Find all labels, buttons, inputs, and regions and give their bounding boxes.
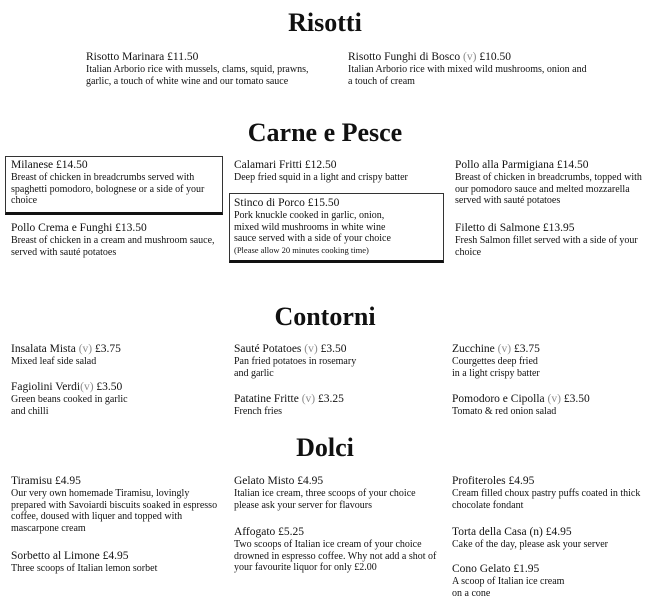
menu-item-profiteroles — [452, 474, 640, 511]
item-desc: choice — [455, 246, 482, 258]
item-desc: Mixed leaf side salad — [11, 356, 97, 367]
item-name: Pomodoro e Cipolla (v) £3.50 — [452, 393, 590, 405]
item-name: Gelato Misto £4.95 — [234, 475, 324, 487]
menu-item-affogato — [234, 525, 436, 574]
item-desc: mascarpone cream — [11, 522, 86, 534]
menu-item-risotto-funghi — [348, 50, 587, 87]
menu-item-patatine-fritte — [234, 392, 344, 418]
item-name: Pollo alla Parmigiana £14.50 — [455, 159, 589, 171]
item-desc: garlic, a touch of white wine and our tomato sauce — [86, 75, 289, 87]
item-desc: our pomodoro sauce and melted mozzarella — [455, 183, 630, 195]
vegetarian-mark: (v) — [304, 343, 318, 355]
item-desc: Pan fried potatoes in rosemary — [234, 356, 357, 367]
vegetarian-mark: (v) — [78, 343, 93, 355]
menu-item-gelato-misto — [234, 474, 416, 511]
item-name: Risotto Marinara £11.50 — [86, 51, 199, 63]
item-name: Tiramisu £4.95 — [11, 475, 81, 487]
item-desc: coffee, doused with liquer and topped with — [11, 511, 183, 522]
item-desc: mixed wild mushrooms in white wine — [234, 221, 386, 233]
vegetarian-mark: (v) — [463, 51, 477, 63]
item-desc: A scoop of Italian ice cream — [452, 576, 565, 587]
item-name: Profiteroles £4.95 — [452, 475, 535, 487]
vegetarian-mark: (v) — [497, 343, 512, 355]
item-desc: drowned in espresso coffee. Why not add a shot of — [234, 550, 437, 562]
item-desc: Courgettes deep fried — [452, 356, 538, 367]
item-desc: Italian Arborio rice with mixed wild mushrooms, onion and — [348, 64, 587, 75]
item-desc: Our very own homemade Tiramisu, lovingly — [11, 488, 190, 499]
item-name: Torta della Casa (n) £4.95 — [452, 526, 572, 538]
item-name: Fagiolini Verdi(v) £3.50 — [11, 381, 123, 393]
item-desc: Deep fried squid in a light and crispy batter — [234, 172, 408, 183]
section-heading-dolci: Dolci — [296, 433, 354, 462]
item-desc: Cream filled choux pastry puffs coated in thick — [452, 488, 641, 499]
menu-item-torta-casa — [452, 525, 608, 551]
item-desc: please ask your server for flavours — [234, 499, 373, 511]
item-desc: Breast of chicken in breadcrumbs served with — [11, 172, 195, 183]
item-desc: your favourite liquor for only £2.00 — [234, 562, 377, 573]
item-name: Stinco di Porco £15.50 — [234, 197, 340, 209]
menu-item-filetto-salmone — [455, 221, 638, 258]
menu-item-pomodoro-cipolla — [452, 392, 590, 418]
item-name: Sorbetto al Limone £4.95 — [11, 550, 129, 562]
vegetarian-mark: (v) — [80, 381, 94, 393]
menu-item-milanese — [11, 158, 204, 207]
item-name: Risotto Funghi di Bosco (v) £10.50 — [348, 51, 511, 63]
vegetarian-mark: (v) — [547, 393, 561, 405]
menu-item-tiramisu — [11, 474, 217, 534]
section-heading-contorni: Contorni — [274, 302, 376, 331]
menu-item-pollo-crema — [11, 221, 215, 258]
menu-item-cono-gelato — [452, 562, 564, 599]
item-desc: Italian ice cream, three scoops of your choice — [234, 488, 416, 499]
item-desc: and chilli — [11, 405, 49, 417]
section-heading-risotti: Risotti — [288, 8, 362, 37]
item-name: Calamari Fritti £12.50 — [234, 159, 337, 171]
item-desc: served with sauté potatoes — [455, 195, 561, 206]
item-name: Cono Gelato £1.95 — [452, 563, 540, 575]
item-note: (Please allow 20 minutes cooking time) — [234, 244, 369, 255]
item-name: Insalata Mista (v) £3.75 — [11, 343, 121, 355]
item-desc: Breast of chicken in a cream and mushroom sauce, — [11, 235, 215, 246]
menu-item-calamari — [234, 158, 408, 184]
item-desc: Cake of the day, please ask your server — [452, 539, 608, 550]
item-desc: Fresh Salmon fillet served with a side of your — [455, 235, 638, 246]
item-desc: in a light crispy batter — [452, 367, 540, 379]
item-desc: and garlic — [234, 367, 274, 379]
section-heading-carne-e-pesce: Carne e Pesce — [247, 118, 403, 147]
menu-item-insalata-mista — [11, 342, 121, 368]
menu-item-risotto-marinara — [86, 50, 308, 87]
item-desc: prepared with Savoiardi biscuits soaked in espresso — [11, 499, 218, 511]
item-desc: Tomato & red onion salad — [452, 406, 557, 417]
item-desc: on a cone — [452, 587, 491, 599]
menu-item-fagiolini-verdi — [11, 380, 128, 417]
menu-item-sorbetto — [11, 549, 157, 575]
menu-item-zucchine — [452, 342, 540, 379]
item-name: Affogato £5.25 — [234, 526, 305, 538]
item-desc: sauce served with a side of your choice — [234, 233, 391, 244]
vegetarian-mark: (v) — [301, 393, 316, 405]
item-name: Milanese £14.50 — [11, 159, 88, 171]
item-name: Patatine Fritte (v) £3.25 — [234, 393, 344, 405]
item-desc: French fries — [234, 406, 283, 417]
item-desc: spaghetti pomodoro, bolognese or a side of your — [11, 183, 205, 195]
item-desc: Two scoops of Italian ice cream of your choice — [234, 539, 422, 550]
item-desc: chocolate fondant — [452, 499, 524, 511]
item-desc: Green beans cooked in garlic — [11, 394, 128, 405]
item-desc: Breast of chicken in breadcrumbs, topped with — [455, 172, 642, 183]
item-name: Zucchine (v) £3.75 — [452, 343, 540, 355]
menu-item-saute-potatoes — [234, 342, 356, 379]
item-desc: served with sauté potatoes — [11, 246, 117, 258]
item-desc: Three scoops of Italian lemon sorbet — [11, 563, 158, 574]
item-desc: Pork knuckle cooked in garlic, onion, — [234, 210, 385, 221]
item-name: Filetto di Salmone £13.95 — [455, 222, 575, 234]
menu-item-pollo-parmigiana — [455, 158, 642, 207]
nut-mark: (n) — [529, 526, 543, 538]
menu-item-stinco — [234, 196, 391, 256]
item-desc: choice — [11, 195, 38, 206]
item-desc: Italian Arborio rice with mussels, clams, squid, prawns, — [86, 64, 309, 75]
item-desc: a touch of cream — [348, 75, 415, 87]
item-name: Sauté Potatoes (v) £3.50 — [234, 343, 347, 355]
item-name: Pollo Crema e Funghi £13.50 — [11, 222, 147, 234]
